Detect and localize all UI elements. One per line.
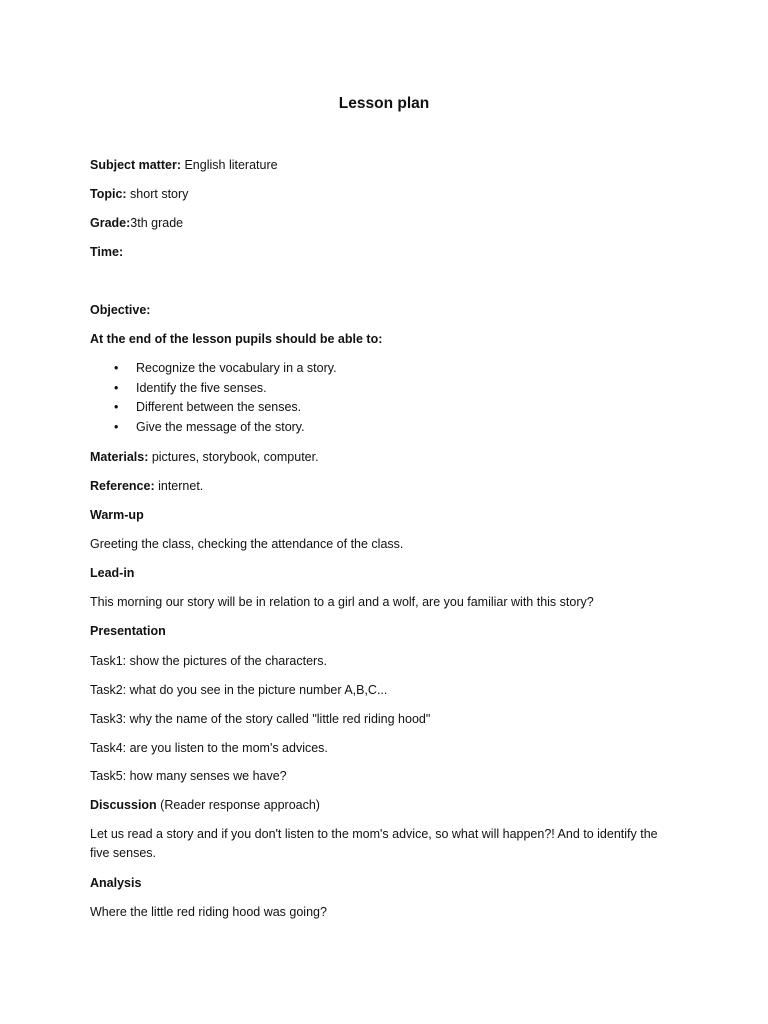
objective-list [114,359,337,438]
subject-value: English literature [181,158,278,172]
topic-label: Topic: [90,187,127,201]
warm-up-heading: Warm-up [90,508,144,522]
objective-item [114,379,337,399]
task-line: Task2: what do you see in the picture number A,B,C... [90,683,388,697]
discussion-heading: Discussion [90,798,157,812]
analysis-heading: Analysis [90,876,142,890]
subject-line [90,156,690,175]
discussion-subheading: (Reader response approach) [156,798,320,812]
lead-in-heading: Lead-in [90,566,135,580]
objective-item-text: Different between the senses. [136,400,302,415]
objective-item [114,398,337,418]
reference-line [90,477,690,496]
objective-item-text: Recognize the vocabulary in a story. [136,361,337,375]
objective-intro: At the end of the lesson pupils should be able to: [90,332,383,346]
time-label: Time: [90,245,124,259]
discussion-line [90,796,690,815]
grade-line [90,214,690,233]
objective-item-text: Give the message of the story. [136,420,305,435]
discussion-text: Let us read a story and if you don't listen to the mom's advice, so what will happen?! And to identify the five senses. [90,827,658,860]
task-line: Task4: are you listen to the mom's advices. [90,741,328,755]
bullet-icon: • [114,400,119,415]
presentation-heading: Presentation [90,624,166,638]
lead-in-text: This morning our story will be in relation to a girl and a wolf, are you familiar with this story? [90,595,594,609]
objective-item [114,359,337,379]
task-line: Task5: how many senses we have? [90,769,287,783]
materials-value: pictures, storybook, computer. [148,450,319,464]
topic-value: short story [126,187,189,201]
reference-value: internet. [154,479,204,493]
bullet-icon: • [114,420,119,435]
reference-label: Reference: [90,479,155,493]
task-line: Task3: why the name of the story called "little red riding hood" [90,712,431,726]
bullet-icon: • [114,380,119,395]
objective-item-text: Identify the five senses. [136,380,267,395]
subject-label: Subject matter: [90,158,181,172]
grade-value: 3th grade [130,216,184,230]
page-title: Lesson plan [338,95,430,112]
objective-heading: Objective: [90,303,151,317]
bullet-icon: • [114,361,119,375]
analysis-text: Where the little red riding hood was going? [90,905,327,919]
objective-item [114,418,337,438]
warm-up-text: Greeting the class, checking the attendance of the class. [90,537,404,551]
materials-line [90,448,690,467]
topic-line [90,185,690,204]
grade-label: Grade: [90,216,131,230]
task-line: Task1: show the pictures of the characters. [90,654,327,668]
materials-label: Materials: [90,450,149,464]
